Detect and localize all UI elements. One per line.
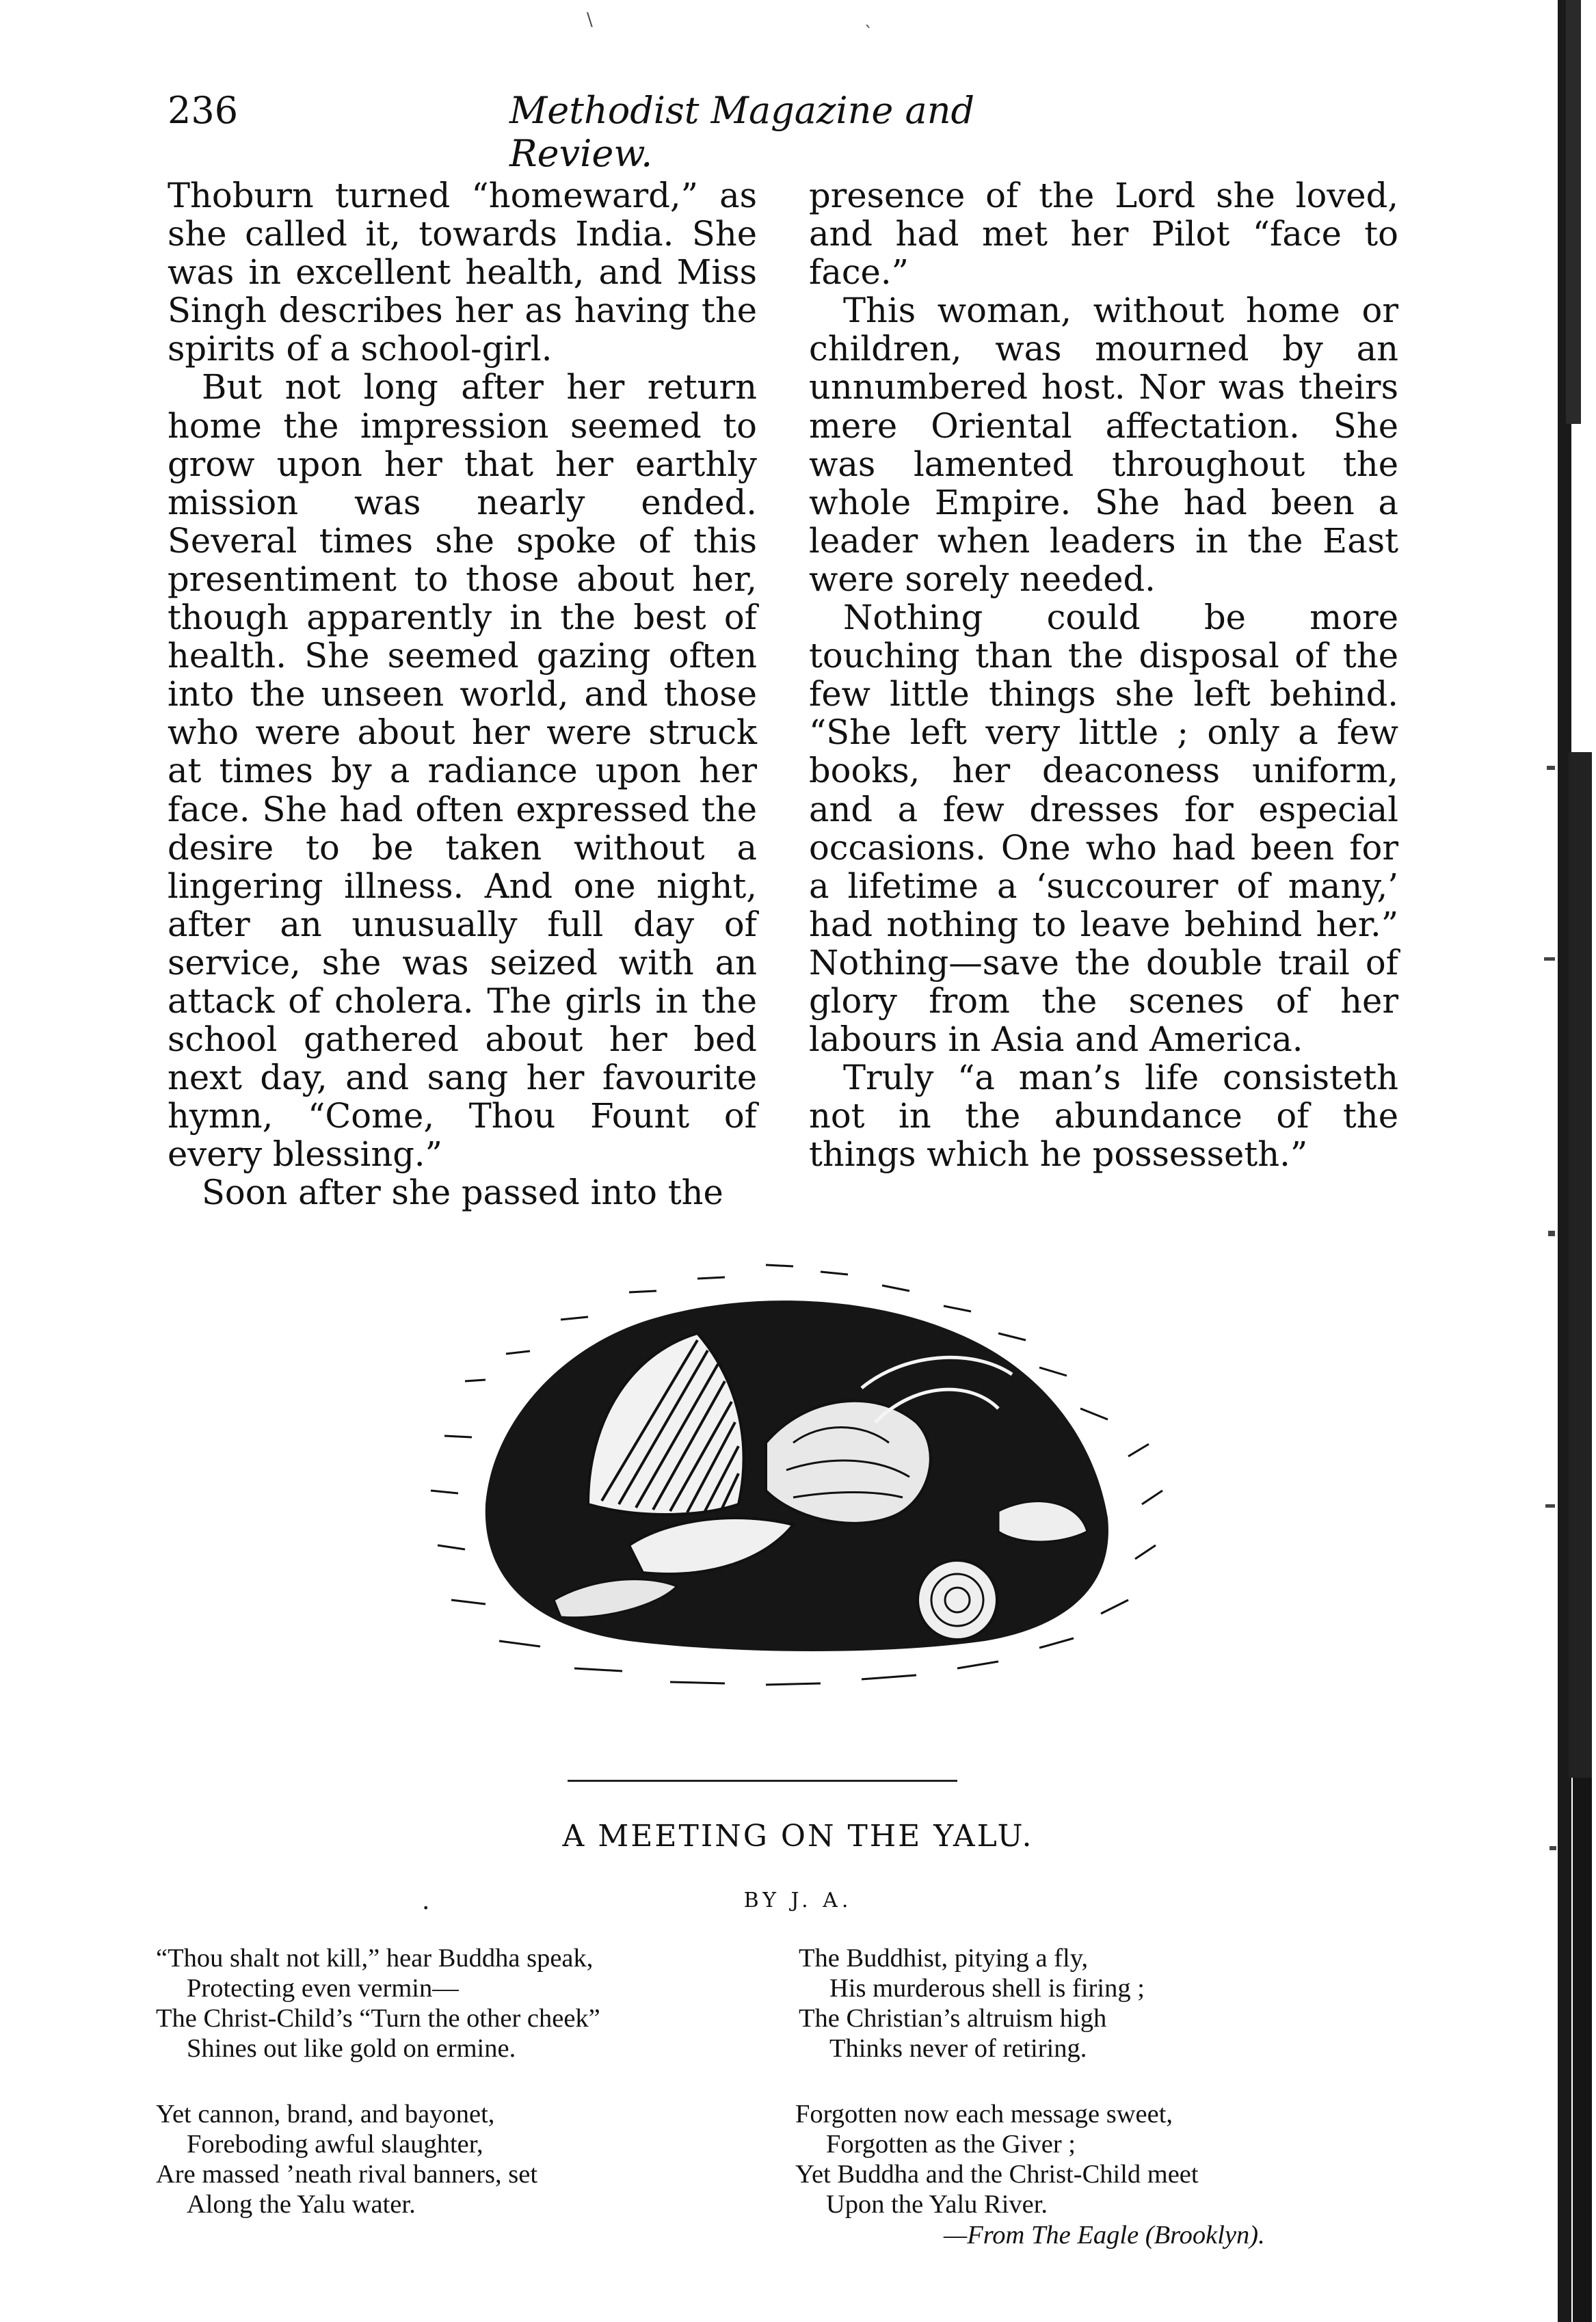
poem-stanza [156,1943,600,2064]
verse-line: Along the Yalu water. [187,2190,416,2219]
poem-stanza [799,1943,1145,2064]
page-number: 236 [168,89,239,132]
seashell-engraving [383,1217,1231,1723]
scanned-page-edge [1530,0,1596,2322]
paragraph: Nothing could be more touching than the disposal of the few little things she left behind. “She left very little ; only a few books, her deaconess uniform, and a few dresses for especial occasions. One who had been for a lifetime a ‘succourer of many,’ had nothing to leave behind her.” Nothing—save the double trail of glory from the scenes of her labours in Asia and America. [809,598,1398,1060]
verse-line: Thinks never of retiring. [829,2034,1087,2063]
verse-line: “Thou shalt not kill,” hear Buddha speak, [156,1944,594,1973]
page-header [168,89,1098,175]
verse-line: Forgotten as the Giver ; [826,2130,1076,2159]
paragraph: Soon after she passed into the [202,1173,723,1213]
paragraph: Thoburn turned “homeward,” as she called it, towards India. She was in excellent health, and Miss Singh describes her as having the spirits of a school-girl. [168,176,757,369]
verse-line: The Christ-Child’s “Turn the other cheek” [156,2004,600,2033]
paragraph: This woman, without home or children, was mourned by an unnumbered host. Nor was theirs mere Oriental affectation. She was lamented throughout the whole Empire. She had been a leader when leaders in the East were sorely needed. [809,291,1398,599]
poem-title: A MEETING ON THE YALU. [562,1819,1034,1854]
article-left-column [168,176,757,1212]
poem-stanza [156,2099,537,2219]
verse-line: Yet cannon, brand, and bayonet, [156,2100,495,2128]
verse-line: Shines out like gold on ermine. [187,2034,516,2063]
paragraph: presence of the Lord she loved, and had met her Pilot “face to face.” [809,176,1398,293]
verse-line: The Christian’s altruism high [799,2004,1107,2033]
verse-line: His murderous shell is firing ; [829,1974,1145,2003]
print-speck: . [422,1887,430,1915]
running-title: Methodist Magazine and Review. [509,89,975,175]
verse-line: Upon the Yalu River. [826,2190,1048,2219]
section-divider [568,1780,957,1782]
poem-source-credit: —From The Eagle (Brooklyn). [944,2221,1265,2250]
verse-line: Yet Buddha and the Christ-Child meet [795,2160,1199,2189]
verse-line: Protecting even vermin— [187,1974,459,2003]
poem-byline: BY J. A. [743,1889,853,1912]
scan-mark: ` [864,23,873,44]
poem-stanza [795,2099,1199,2219]
verse-line: Are massed ’neath rival banners, set [156,2160,538,2189]
verse-line: Forgotten now each message sweet, [795,2100,1173,2128]
verse-line: The Buddhist, pitying a fly, [799,1944,1089,1973]
article-right-column [809,176,1398,1173]
scan-mark: \ [587,10,593,30]
verse-line: Foreboding awful slaughter, [187,2130,483,2159]
paragraph: But not long after her return home the impression seemed to grow upon her that her earthly mission was nearly ended. Several times she spoke of this presentiment to those about her, though apparently in the best of health. She seemed gazing often into the unseen world, and those who were about her were struck at times by a radiance upon her face. She had often expressed the desire to be taken without a lingering illness. And one night, after an unusually full day of service, she was seized with an attack of cholera. The girls in the school gathered about her bed next day, and sang her favourite hymn, “Come, Thou Fount of every blessing.” [168,367,757,1175]
paragraph: Truly “a man’s life consisteth not in the abundance of the things which he possesseth.” [809,1058,1398,1175]
